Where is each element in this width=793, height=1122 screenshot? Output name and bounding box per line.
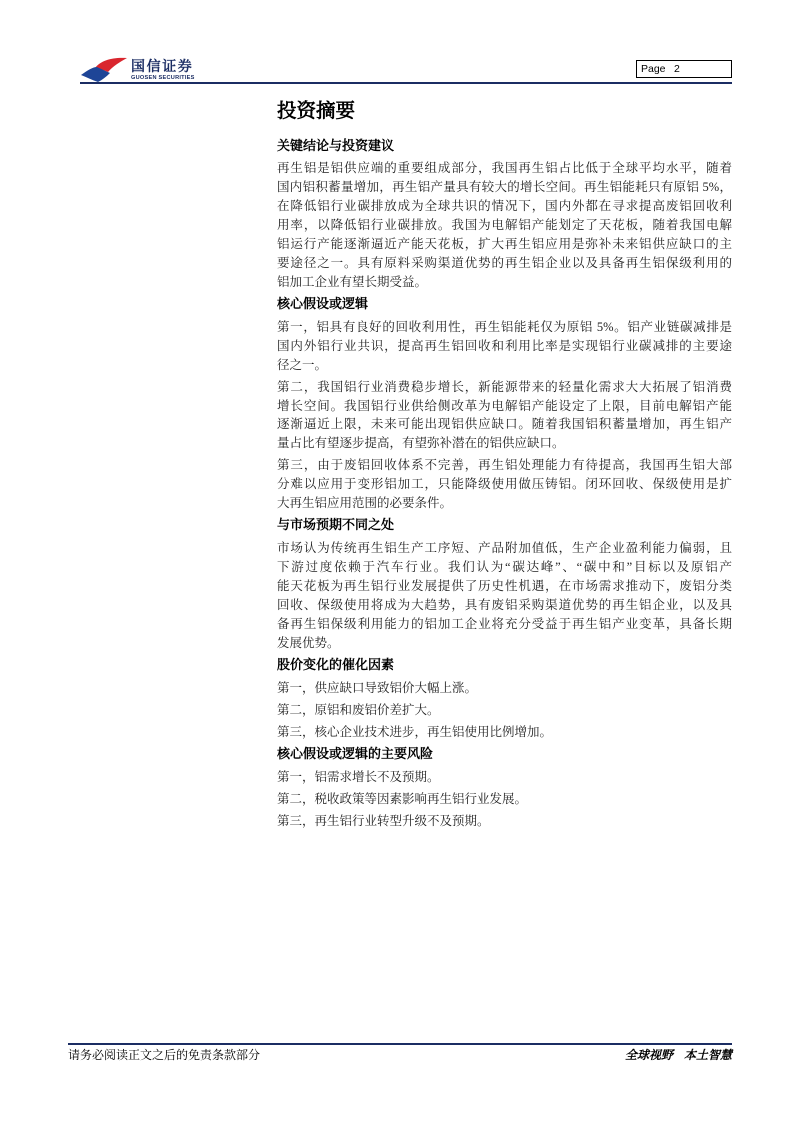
paragraph — [277, 768, 732, 787]
paragraph — [277, 812, 732, 831]
paragraph-line: 国内外铝行业共识，提高再生铝回收和利用比率是实现铝行业碳减排的主要途 — [277, 338, 732, 353]
paragraph-line: 大再生铝应用范围的必要条件。 — [277, 496, 453, 511]
footer-divider — [68, 1043, 732, 1045]
paragraph-line: 第一，铝具有良好的回收利用性，再生铝能耗仅为原铝 5%。铝产业链碳减排是 — [277, 319, 732, 334]
section — [277, 745, 732, 831]
logo-name-cn: 国信证券 — [131, 59, 194, 75]
paragraph-line: 市场认为传统再生铝生产工序短、产品附加值低，生产企业盈利能力偏弱，且 — [277, 541, 732, 556]
paragraph-line: 分难以应用于变形铝加工，只能降级使用做压铸铝。闭环回收、保级使用是扩 — [277, 477, 732, 492]
footer-slogan: 全球视野 本土智慧 — [624, 1048, 732, 1062]
page-indicator — [636, 60, 732, 78]
section-heading: 股价变化的催化因素 — [277, 656, 395, 672]
paragraph — [277, 790, 732, 809]
paragraph — [277, 701, 732, 720]
section-heading: 核心假设或逻辑的主要风险 — [277, 745, 434, 761]
paragraph-line: 第三，核心企业技术进步，再生铝使用比例增加。 — [277, 724, 553, 739]
section — [277, 656, 732, 742]
paragraph-line: 国内铝积蓄量增加，再生铝产量具有较大的增长空间。再生铝能耗只有原铝 5%， — [277, 180, 732, 195]
guosen-logo-icon — [80, 56, 128, 82]
footer-disclaimer: 请务必阅读正文之后的免责条款部分 — [68, 1048, 261, 1062]
paragraph — [277, 539, 732, 652]
paragraph-line: 下游过度依赖于汽车行业。我们认为“碳达峰”、“碳中和”目标以及原铝产 — [277, 560, 732, 574]
paragraph-line: 要途径之一。具有原料采购渠道优势的再生铝企业以及具备再生铝保级利用的 — [277, 255, 732, 270]
section-heading: 与市场预期不同之处 — [277, 517, 395, 533]
logo-name-en: GUOSEN SECURITIES — [131, 75, 195, 81]
paragraph — [277, 378, 732, 454]
page-content — [277, 99, 732, 834]
paragraph-line: 铝运行产能逐渐逼近产能天花板，扩大再生铝应用是弥补未来铝供应缺口的主 — [277, 237, 732, 251]
paragraph-line: 第二，我国铝行业消费稳步增长，新能源带来的轻量化需求大大拓展了铝消费 — [277, 379, 732, 394]
paragraph-line: 量占比有望逐步提高，有望弥补潜在的铝供应缺口。 — [277, 436, 565, 451]
paragraph-line: 能天花板为再生铝行业发展提供了历史性机遇，在市场需求推动下，废铝分类 — [277, 578, 732, 593]
section-heading: 核心假设或逻辑 — [277, 295, 369, 311]
paragraph-line: 径之一。 — [277, 357, 328, 372]
header-divider — [80, 82, 732, 84]
paragraph-line: 回收、保级使用将成为大趋势，具有废铝采购渠道优势的再生铝企业，以及具 — [277, 597, 732, 612]
page-number: 2 — [674, 63, 680, 75]
paragraph-line: 在降低铝行业碳排放成为全球共识的情况下，国内外都在寻求提高废铝回收利 — [277, 199, 732, 214]
paragraph-line: 第三，再生铝行业转型升级不及预期。 — [277, 813, 490, 828]
paragraph-line: 逐渐逼近上限，未来可能出现铝供应缺口。随着我国铝积蓄量增加，再生铝产 — [277, 417, 732, 432]
paragraph-line: 第三，由于废铝回收体系不完善，再生铝处理能力有待提高，我国再生铝大部 — [277, 458, 732, 473]
paragraph-line: 第一，供应缺口导致铝价大幅上涨。 — [277, 680, 478, 695]
page-title: 投资摘要 — [277, 101, 356, 122]
paragraph-line: 第二，原铝和废铝价差扩大。 — [277, 702, 440, 717]
section — [277, 516, 732, 652]
paragraph — [277, 159, 732, 291]
paragraph-line: 备再生铝保级利用能力的铝加工企业将充分受益于再生铝产业变革，具备长期 — [277, 616, 732, 631]
section — [277, 295, 732, 513]
page-label: Page — [641, 63, 666, 75]
paragraph-line: 第一，铝需求增长不及预期。 — [277, 769, 440, 784]
paragraph — [277, 679, 732, 698]
paragraph-line: 发展优势。 — [277, 635, 340, 650]
paragraph-line: 增长空间。我国铝行业供给侧改革为电解铝产能设定了上限，目前电解铝产能 — [277, 398, 732, 413]
paragraph — [277, 723, 732, 742]
paragraph-line: 铝加工企业有望长期受益。 — [277, 274, 428, 289]
section-heading: 关键结论与投资建议 — [277, 137, 395, 153]
paragraph — [277, 456, 732, 513]
section — [277, 137, 732, 292]
paragraph — [277, 318, 732, 375]
paragraph-line: 再生铝是铝供应端的重要组成部分，我国再生铝占比低于全球平均水平，随着 — [277, 161, 732, 176]
paragraph-line: 第二，税收政策等因素影响再生铝行业发展。 — [277, 791, 528, 806]
paragraph-line: 用率，以降低铝行业碳排放。我国为电解铝产能划定了天花板，随着我国电解 — [277, 218, 732, 233]
